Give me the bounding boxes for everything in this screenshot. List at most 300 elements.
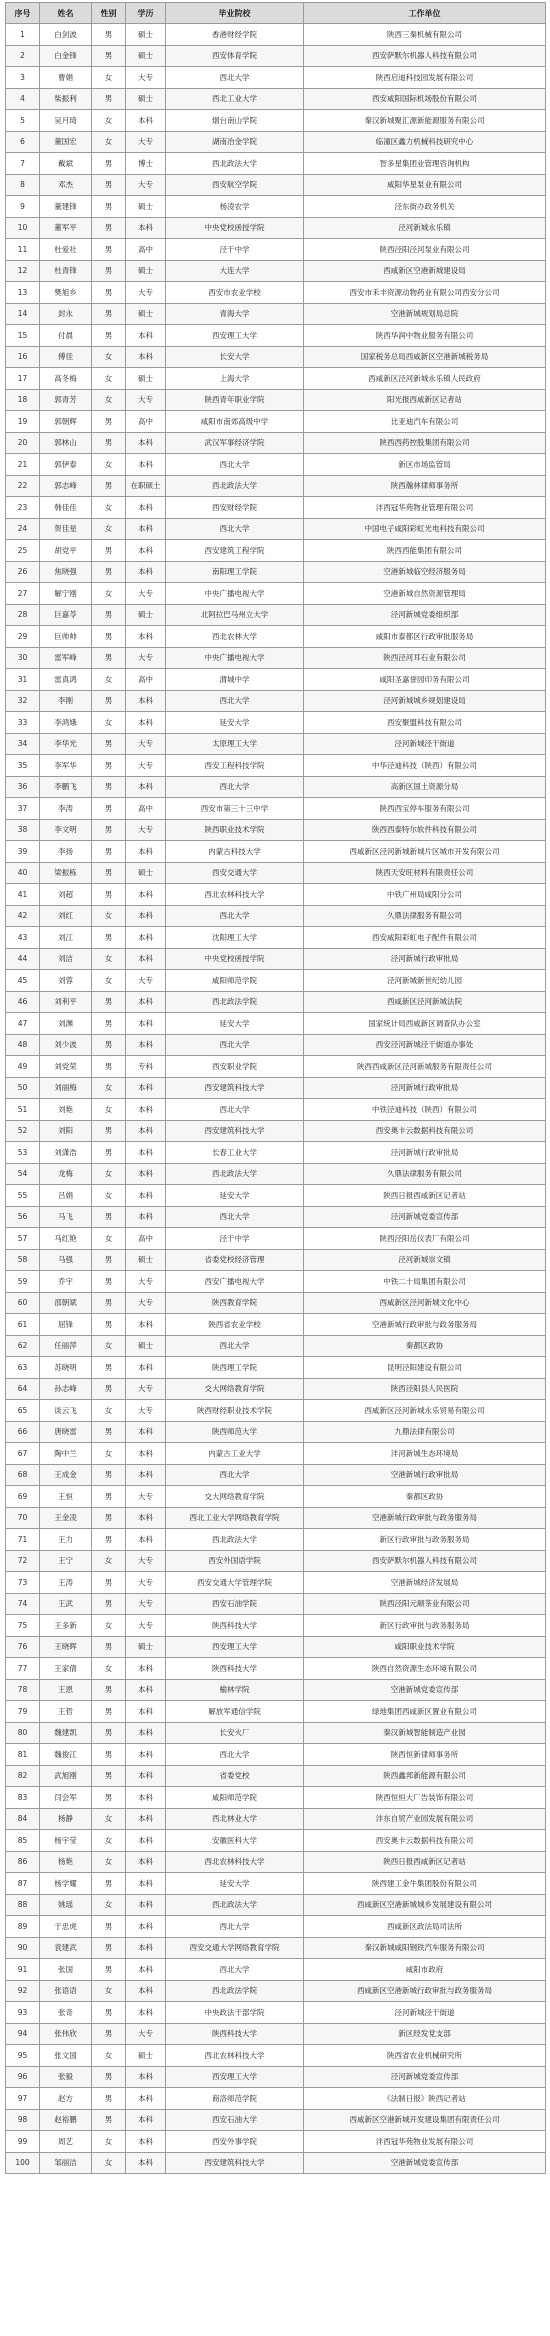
- table-cell: 刘少波: [40, 1034, 92, 1056]
- table-cell: 男: [92, 1378, 126, 1400]
- table-cell: 陕西科技大学: [166, 2023, 304, 2045]
- table-cell: 张奇: [40, 2002, 92, 2024]
- table-cell: 高冬梅: [40, 368, 92, 390]
- table-cell: 本科: [126, 1443, 166, 1465]
- table-cell: 空港新城党委宣传部: [304, 1679, 546, 1701]
- table-cell: 男: [92, 1679, 126, 1701]
- table-cell: 泾河新城党委宣传部: [304, 2066, 546, 2088]
- table-cell: 西安市农业学校: [166, 282, 304, 304]
- table-cell: 泾河新城新世纪幼儿园: [304, 970, 546, 992]
- table-cell: 泾河新城行政审批局: [304, 1142, 546, 1164]
- table-cell: 本科: [126, 1357, 166, 1379]
- table-row: [6, 432, 546, 454]
- table-cell: 贺佳星: [40, 518, 92, 540]
- table-cell: 大专: [126, 1615, 166, 1637]
- table-cell: 在职硕士: [126, 475, 166, 497]
- table-cell: 本科: [126, 1206, 166, 1228]
- table-cell: 郭青芳: [40, 389, 92, 411]
- table-cell: 马强: [40, 1249, 92, 1271]
- table-row: [6, 583, 546, 605]
- table-cell: 大专: [126, 970, 166, 992]
- table-cell: 王哲: [40, 1701, 92, 1723]
- table-row: [6, 389, 546, 411]
- table-cell: 77: [6, 1658, 40, 1680]
- table-cell: 男: [92, 2088, 126, 2110]
- table-row: [6, 45, 546, 67]
- table-cell: 本科: [126, 1185, 166, 1207]
- table-cell: 西北政法大学: [166, 475, 304, 497]
- table-row: [6, 690, 546, 712]
- table-cell: 本科: [126, 1980, 166, 2002]
- table-row: [6, 131, 546, 153]
- table-cell: 女: [92, 1550, 126, 1572]
- table-cell: 男: [92, 862, 126, 884]
- table-row: [6, 153, 546, 175]
- table-cell: 女: [92, 2045, 126, 2067]
- table-cell: 男: [92, 1572, 126, 1594]
- table-cell: 咸阳华星泵业有限公司: [304, 174, 546, 196]
- table-cell: 沣西冠华苑物业发展有限公司: [304, 2131, 546, 2153]
- table-row: [6, 346, 546, 368]
- table-cell: 马红艳: [40, 1228, 92, 1250]
- table-cell: 女: [92, 669, 126, 691]
- table-row: [6, 2152, 546, 2174]
- table-row: [6, 1593, 546, 1615]
- table-cell: 沣东自贸产业园发展有限公司: [304, 1808, 546, 1830]
- table-row: [6, 1744, 546, 1766]
- table-cell: 男: [92, 282, 126, 304]
- table-cell: 29: [6, 626, 40, 648]
- table-cell: 杨学耀: [40, 1873, 92, 1895]
- table-cell: 本科: [126, 2066, 166, 2088]
- table-cell: 61: [6, 1314, 40, 1336]
- table-cell: 14: [6, 303, 40, 325]
- table-cell: 李鸿娥: [40, 712, 92, 734]
- table-row: [6, 776, 546, 798]
- table-cell: 男: [92, 432, 126, 454]
- table-cell: 男: [92, 260, 126, 282]
- table-cell: 九鼎法律有限公司: [304, 1421, 546, 1443]
- table-cell: 11: [6, 239, 40, 261]
- table-cell: 女: [92, 1228, 126, 1250]
- table-cell: 本科: [126, 1873, 166, 1895]
- table-cell: 中央广播电视大学: [166, 647, 304, 669]
- table-row: [6, 1851, 546, 1873]
- table-row: [6, 2109, 546, 2131]
- table-cell: 西安工程科技学院: [166, 755, 304, 777]
- table-cell: 女: [92, 346, 126, 368]
- table-cell: 男: [92, 1636, 126, 1658]
- table-cell: 任丽萍: [40, 1335, 92, 1357]
- table-cell: 西安建筑科技大学: [166, 1077, 304, 1099]
- table-cell: 延安大学: [166, 1013, 304, 1035]
- table-row: [6, 282, 546, 304]
- table-cell: 西安理工大学: [166, 1636, 304, 1658]
- table-cell: 太原理工大学: [166, 733, 304, 755]
- table-cell: 新区行政审批与政务服务局: [304, 1615, 546, 1637]
- table-cell: 西安市第三十三中学: [166, 798, 304, 820]
- table-cell: 49: [6, 1056, 40, 1078]
- table-cell: 52: [6, 1120, 40, 1142]
- table-cell: 本科: [126, 1120, 166, 1142]
- table-row: [6, 1464, 546, 1486]
- table-row: [6, 862, 546, 884]
- table-row: [6, 733, 546, 755]
- table-cell: 空港新城经济发展局: [304, 1572, 546, 1594]
- table-cell: 男: [92, 841, 126, 863]
- table-cell: 男: [92, 196, 126, 218]
- table-cell: 陕西科技大学: [166, 1658, 304, 1680]
- table-cell: 大专: [126, 174, 166, 196]
- table-cell: 86: [6, 1851, 40, 1873]
- table-cell: 22: [6, 475, 40, 497]
- table-cell: 邓杰: [40, 174, 92, 196]
- table-cell: 阳光报西咸新区记者站: [304, 389, 546, 411]
- table-cell: 男: [92, 1916, 126, 1938]
- table-cell: 大专: [126, 755, 166, 777]
- table-row: [6, 1615, 546, 1637]
- table-cell: 香港财经学院: [166, 24, 304, 46]
- table-row: [6, 1550, 546, 1572]
- table-cell: 秦都区政协: [304, 1335, 546, 1357]
- table-cell: 96: [6, 2066, 40, 2088]
- table-cell: 40: [6, 862, 40, 884]
- table-cell: 63: [6, 1357, 40, 1379]
- table-cell: 西咸新区空港新城开发建设集团有限责任公司: [304, 2109, 546, 2131]
- table-cell: 本科: [126, 454, 166, 476]
- table-cell: 西安广播电视大学: [166, 1271, 304, 1293]
- table-cell: 西安萨默尔机器人科技有限公司: [304, 1550, 546, 1572]
- table-cell: 本科: [126, 1658, 166, 1680]
- table-row: [6, 260, 546, 282]
- table-row: [6, 2045, 546, 2067]
- table-cell: 新区经发党支部: [304, 2023, 546, 2045]
- table-cell: 本科: [126, 1851, 166, 1873]
- table-cell: 中央政法干部学院: [166, 2002, 304, 2024]
- table-cell: 杜青锋: [40, 260, 92, 282]
- table-cell: 62: [6, 1335, 40, 1357]
- table-cell: 39: [6, 841, 40, 863]
- table-cell: 苏晓明: [40, 1357, 92, 1379]
- table-cell: 巨嘉苓: [40, 604, 92, 626]
- table-cell: 27: [6, 583, 40, 605]
- table-cell: 西咸新区泾河新城法院: [304, 991, 546, 1013]
- table-cell: 男: [92, 819, 126, 841]
- table-cell: 西北大学: [166, 1959, 304, 1981]
- table-cell: 本科: [126, 841, 166, 863]
- table-cell: 西北大学: [166, 776, 304, 798]
- table-cell: 咸阳职业技术学院: [304, 1636, 546, 1658]
- table-cell: 陕西教育学院: [166, 1292, 304, 1314]
- table-cell: 25: [6, 540, 40, 562]
- table-cell: 81: [6, 1744, 40, 1766]
- table-row: [6, 2088, 546, 2110]
- table-cell: 西安建筑工程学院: [166, 540, 304, 562]
- table-cell: 刘党荣: [40, 1056, 92, 1078]
- table-cell: 33: [6, 712, 40, 734]
- table-cell: 28: [6, 604, 40, 626]
- table-cell: 西安交通大学: [166, 862, 304, 884]
- table-cell: 64: [6, 1378, 40, 1400]
- header-cell: 毕业院校: [166, 3, 304, 24]
- table-cell: 女: [92, 583, 126, 605]
- table-cell: 西北政法学院: [166, 991, 304, 1013]
- table-cell: 3: [6, 67, 40, 89]
- table-row: [6, 2131, 546, 2153]
- table-cell: 刘阳: [40, 1120, 92, 1142]
- table-cell: 男: [92, 540, 126, 562]
- table-cell: 大专: [126, 282, 166, 304]
- table-cell: 刘蓉: [40, 970, 92, 992]
- table-cell: 陕西泾阳县人民医院: [304, 1378, 546, 1400]
- table-cell: 男: [92, 1937, 126, 1959]
- table-cell: 男: [92, 1271, 126, 1293]
- table-cell: 解放军通信学院: [166, 1701, 304, 1723]
- table-cell: 陕西日报西咸新区记者站: [304, 1185, 546, 1207]
- table-cell: 95: [6, 2045, 40, 2067]
- table-cell: 中华泾迪科技（陕西）有限公司: [304, 755, 546, 777]
- table-cell: 西安建筑科技大学: [166, 2152, 304, 2174]
- table-cell: 陕西西能集团有限公司: [304, 540, 546, 562]
- table-row: [6, 1163, 546, 1185]
- table-cell: 新区行政审批与政务服务局: [304, 1529, 546, 1551]
- table-cell: 本科: [126, 1077, 166, 1099]
- table-row: [6, 1077, 546, 1099]
- table-cell: 本科: [126, 2131, 166, 2153]
- table-cell: 新区市场监管局: [304, 454, 546, 476]
- table-row: [6, 970, 546, 992]
- table-cell: 本科: [126, 540, 166, 562]
- table-cell: 硕士: [126, 24, 166, 46]
- table-cell: 空港新城临空经济服务局: [304, 561, 546, 583]
- table-cell: 大专: [126, 1593, 166, 1615]
- table-cell: 女: [92, 389, 126, 411]
- table-cell: 76: [6, 1636, 40, 1658]
- table-cell: 于忠虎: [40, 1916, 92, 1938]
- table-cell: 20: [6, 432, 40, 454]
- table-cell: 陕西泾阳元顺茶业有限公司: [304, 1593, 546, 1615]
- table-cell: 43: [6, 927, 40, 949]
- table-cell: 男: [92, 1744, 126, 1766]
- table-cell: 国家统计局西咸新区调查队办公室: [304, 1013, 546, 1035]
- table-row: [6, 1722, 546, 1744]
- table-cell: 专科: [126, 1056, 166, 1078]
- table-cell: 2: [6, 45, 40, 67]
- table-cell: 男: [92, 690, 126, 712]
- table-cell: 硕士: [126, 196, 166, 218]
- table-cell: 高中: [126, 239, 166, 261]
- table-row: [6, 1959, 546, 1981]
- table-cell: 19: [6, 411, 40, 433]
- table-cell: 西北农林大学: [166, 626, 304, 648]
- table-cell: 陕西财经职业技术学院: [166, 1400, 304, 1422]
- table-cell: 高新区国土资源分局: [304, 776, 546, 798]
- table-cell: 66: [6, 1421, 40, 1443]
- table-row: [6, 411, 546, 433]
- table-cell: 李涛: [40, 798, 92, 820]
- table-cell: 安徽医科大学: [166, 1830, 304, 1852]
- table-cell: 省委党校: [166, 1765, 304, 1787]
- table-cell: 女: [92, 67, 126, 89]
- table-cell: 中央党校函授学院: [166, 217, 304, 239]
- table-cell: 柴振利: [40, 88, 92, 110]
- table-cell: 女: [92, 712, 126, 734]
- table-cell: 周艺: [40, 2131, 92, 2153]
- table-row: [6, 1916, 546, 1938]
- table-cell: 本科: [126, 432, 166, 454]
- table-cell: 男: [92, 1507, 126, 1529]
- table-cell: 董建锋: [40, 196, 92, 218]
- table-cell: 72: [6, 1550, 40, 1572]
- table-cell: 本科: [126, 1163, 166, 1185]
- table-cell: 74: [6, 1593, 40, 1615]
- table-cell: 69: [6, 1486, 40, 1508]
- table-cell: 男: [92, 174, 126, 196]
- table-row: [6, 991, 546, 1013]
- table-cell: 中央广播电视大学: [166, 583, 304, 605]
- table-cell: 7: [6, 153, 40, 175]
- table-cell: 延安大学: [166, 1873, 304, 1895]
- table-cell: 陕西职业技术学院: [166, 819, 304, 841]
- table-cell: 34: [6, 733, 40, 755]
- table-cell: 男: [92, 927, 126, 949]
- table-row: [6, 1056, 546, 1078]
- table-cell: 大专: [126, 1550, 166, 1572]
- table-cell: 100: [6, 2152, 40, 2174]
- table-cell: 西北大学: [166, 1034, 304, 1056]
- table-cell: 李扬: [40, 841, 92, 863]
- table-cell: 陕西西宝停车服务有限公司: [304, 798, 546, 820]
- table-row: [6, 1335, 546, 1357]
- table-row: [6, 884, 546, 906]
- table-cell: 内蒙古科技大学: [166, 841, 304, 863]
- table-row: [6, 1271, 546, 1293]
- table-cell: 53: [6, 1142, 40, 1164]
- table-row: [6, 303, 546, 325]
- table-cell: 泾干中学: [166, 239, 304, 261]
- table-cell: 曹娟: [40, 67, 92, 89]
- table-cell: 本科: [126, 991, 166, 1013]
- table-cell: 龙梅: [40, 1163, 92, 1185]
- table-cell: 王家倩: [40, 1658, 92, 1680]
- table-cell: 59: [6, 1271, 40, 1293]
- table-cell: 本科: [126, 1142, 166, 1164]
- table-cell: 西安石油学院: [166, 1593, 304, 1615]
- table-cell: 武旭刚: [40, 1765, 92, 1787]
- table-row: [6, 540, 546, 562]
- table-cell: 中铁泾迪科技（陕西）有限公司: [304, 1099, 546, 1121]
- table-row: [6, 1400, 546, 1422]
- table-cell: 西北政法大学: [166, 153, 304, 175]
- table-cell: 刘渊: [40, 1013, 92, 1035]
- table-cell: 中铁二十局集团有限公司: [304, 1271, 546, 1293]
- table-cell: 赵裕鹏: [40, 2109, 92, 2131]
- table-row: [6, 2023, 546, 2045]
- table-cell: 梁振栋: [40, 862, 92, 884]
- table-cell: 乔宇: [40, 1271, 92, 1293]
- table-cell: 西安聚盟科技有限公司: [304, 712, 546, 734]
- table-cell: 本科: [126, 1679, 166, 1701]
- table-cell: 刘红: [40, 905, 92, 927]
- table-cell: 郭林山: [40, 432, 92, 454]
- table-cell: 泾河新城崇文镇: [304, 1249, 546, 1271]
- table-cell: 本科: [126, 2152, 166, 2174]
- table-row: [6, 518, 546, 540]
- table-cell: 36: [6, 776, 40, 798]
- table-cell: 王武: [40, 1593, 92, 1615]
- table-cell: 智多星集团业管理咨询机构: [304, 153, 546, 175]
- table-cell: 13: [6, 282, 40, 304]
- table-cell: 西安奥卡云数据科技有限公司: [304, 1120, 546, 1142]
- table-cell: 西安泾河新城泾干街道办事处: [304, 1034, 546, 1056]
- header-cell: 序号: [6, 3, 40, 24]
- table-cell: 北阿拉巴马州立大学: [166, 604, 304, 626]
- table-cell: 高中: [126, 798, 166, 820]
- table-cell: 女: [92, 1185, 126, 1207]
- table-cell: 男: [92, 1787, 126, 1809]
- table-cell: 马飞: [40, 1206, 92, 1228]
- table-cell: 本科: [126, 712, 166, 734]
- table-row: [6, 196, 546, 218]
- table-cell: 99: [6, 2131, 40, 2153]
- table-cell: 本科: [126, 1916, 166, 1938]
- header-cell: 姓名: [40, 3, 92, 24]
- table-row: [6, 88, 546, 110]
- table-cell: 王涛: [40, 1572, 92, 1594]
- table-cell: 西安财经学院: [166, 497, 304, 519]
- table-cell: 泾河新城党委宣传部: [304, 1206, 546, 1228]
- table-cell: 西北大学: [166, 1464, 304, 1486]
- table-cell: 男: [92, 1249, 126, 1271]
- table-cell: 本科: [126, 518, 166, 540]
- table-cell: 郭伊泰: [40, 454, 92, 476]
- table-cell: 女: [92, 1163, 126, 1185]
- table-row: [6, 669, 546, 691]
- table-cell: 本科: [126, 1937, 166, 1959]
- table-cell: 87: [6, 1873, 40, 1895]
- roster-table: [5, 2, 546, 2174]
- table-cell: 西咸新区泾河新城新城片区城市开发有限公司: [304, 841, 546, 863]
- table-cell: 闫会军: [40, 1787, 92, 1809]
- table-cell: 西安石油大学: [166, 2109, 304, 2131]
- table-cell: 王恩: [40, 1679, 92, 1701]
- table-cell: 女: [92, 1335, 126, 1357]
- table-cell: 空港新城自然资源管理局: [304, 583, 546, 605]
- table-cell: 西北大学: [166, 67, 304, 89]
- table-cell: 白金锋: [40, 45, 92, 67]
- table-cell: 郭志峰: [40, 475, 92, 497]
- table-cell: 西咸新区政法局司法所: [304, 1916, 546, 1938]
- table-cell: 秦都区政协: [304, 1486, 546, 1508]
- table-cell: 硕士: [126, 862, 166, 884]
- table-row: [6, 1292, 546, 1314]
- table-cell: 79: [6, 1701, 40, 1723]
- table-row: [6, 368, 546, 390]
- table-cell: 女: [92, 1808, 126, 1830]
- table-cell: 男: [92, 153, 126, 175]
- table-row: [6, 1314, 546, 1336]
- table-cell: 92: [6, 1980, 40, 2002]
- table-cell: 咸阳师范学院: [166, 1787, 304, 1809]
- table-cell: 男: [92, 1722, 126, 1744]
- table-cell: 本科: [126, 2002, 166, 2024]
- table-cell: 70: [6, 1507, 40, 1529]
- table-cell: 本科: [126, 1099, 166, 1121]
- table-cell: 男: [92, 1421, 126, 1443]
- table-cell: 临潼区鑫力机械科技研究中心: [304, 131, 546, 153]
- table-row: [6, 905, 546, 927]
- table-cell: 空港新城行政审批与政务服务局: [304, 1314, 546, 1336]
